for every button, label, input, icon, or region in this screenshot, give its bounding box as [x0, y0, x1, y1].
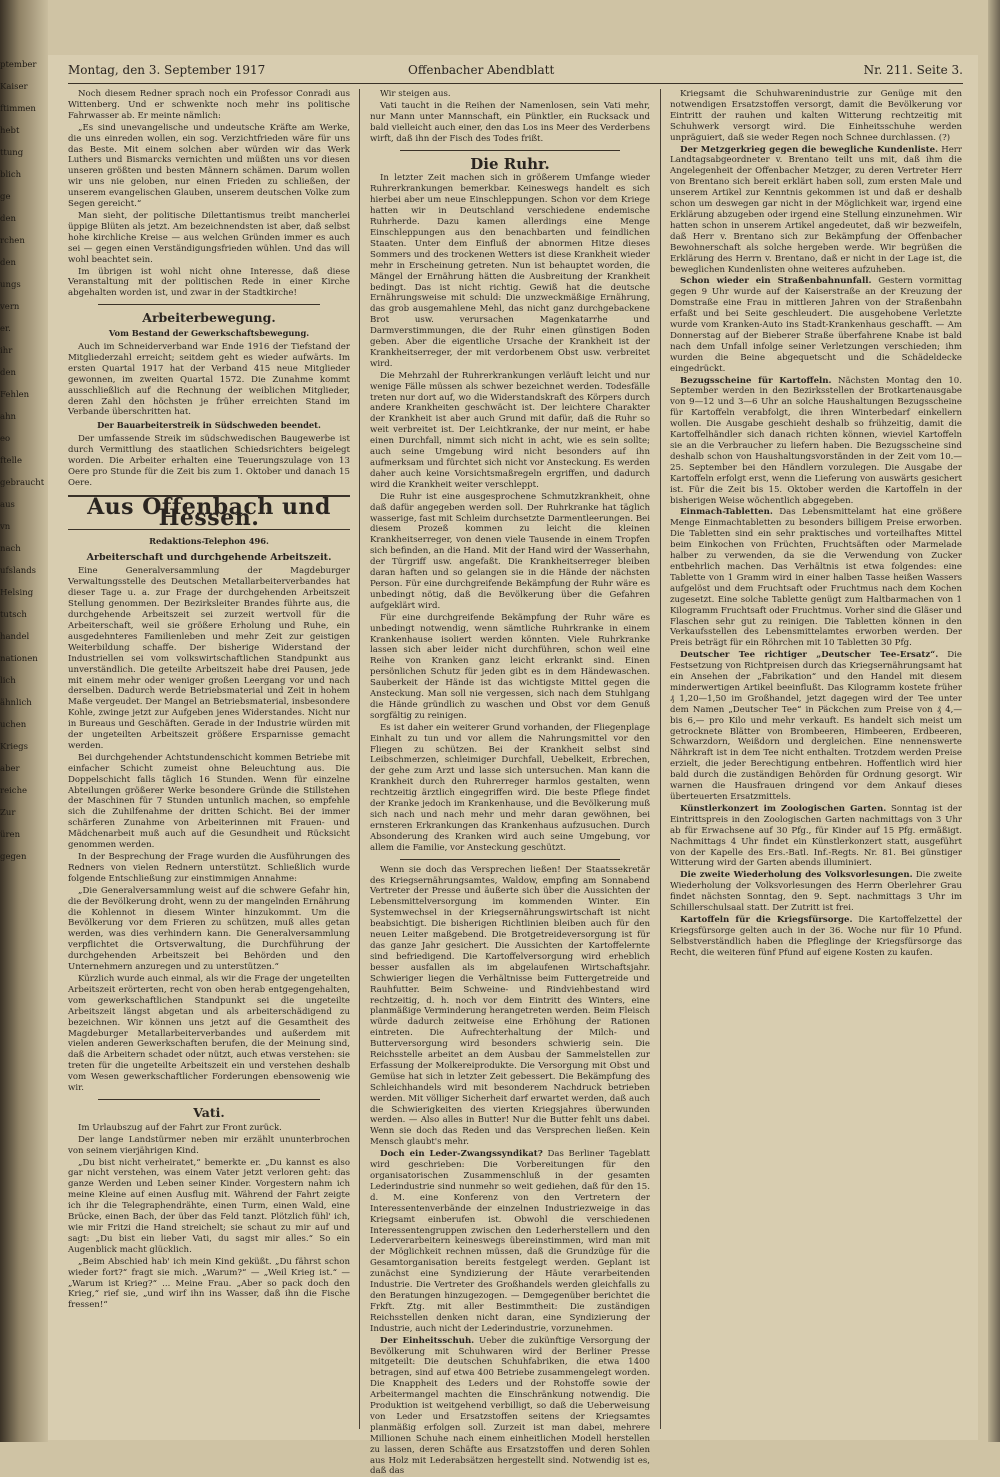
page-header: [68, 61, 963, 84]
article-paragraph: Nächsten Montag den 10. September werden in den Bezirksstellen der Brotkartenausgabe von 9—12 und 3—6 Uhr an solche Haushaltungen Bezugsscheine für Kartoffeln verabfolgt, die ihren Winterbedarf einkellern wollen. Die Ausgabe geschieht deshalb so frühzeitig, damit die Kartoffelhändler sich danach richten können, wieviel Kartoffeln sie an die Verbraucher zu liefern haben. Die Bezugsscheine sind deshalb schon von Haushaltungsvorständen in der Zeit vom 10.—25. September bei den Händlern vorzulegen. Die Ausgabe der Kartoffeln erfolgt erst, wenn die Lieferung von auswärts gesichert ist. Für die Zeit bis 15. Oktober werden die Kartoffeln in der bisherigen Weise wöchentlich abgegeben.: [670, 375, 963, 506]
column-3: [670, 89, 962, 1429]
article-paragraph: Ueber die zukünftige Versorgung der Bevölkerung mit Schuhwaren wird der Berliner Presse mitgeteilt: Die deutschen Schuhfabriken, die etwa 1400 betragen, sind auf etwa 400 Betriebe zusammengelegt worden. Die Knappheit des Leders und der Rohstoffe sowie der Arbeitermangel machten die Einschränkung notwendig. Die Produktion ist weitgehend verbilligt, so daß die Ueberweisung von Leder und Ersatzstoffen seitens der Kriegsamtes planmäßig erfolgen soll. Zurzeit ist man dabei, mehrere Millionen Schuhe nach einem einheitlichen Modell herstellen zu lassen, deren Schäfte aus Ersatzstoffen und deren Sohlen aus Holz mit Lederabsätzen hergestellt sind. Notwendig ist es, daß das: [370, 1335, 650, 1477]
adjacent-page-word: ihr: [0, 346, 13, 356]
article-paragraph: Die zweite Wiederholung der Volksvorlesungen des Herrn Oberlehrer Grau findet nächsten Sonntag, den 9. Sept. nachmittags 3 Uhr im Schillerschulsaal statt. Der Zutritt ist frei.: [670, 870, 962, 914]
article-paragraph: Kürzlich wurde auch einmal, als wir die Frage der ungeteilten Arbeitszeit erörterten, recht von oben herab entgegengehalten, vom gewerkschaftlichen Standpunkt sei die ungeteilte Arbeitszeit längst abgetan und als arbeiterschädigend zu bezeichnen. Wir können uns jetzt auf die Gesamtheit des Magdeburger Metallarbeiterverbandes und außerdem mit vielen anderen Gewerkschaften berufen, die der Meinung sind, daß die Arbeitern schadet oder nützt, auch etwas verstehen: sie treten für die ungeteilte Arbeitszeit ein und verstehen deshalb vom Wesen gewerkschaftlicher Forderungen ebensowenig wie wir.: [68, 973, 350, 1094]
redaktion-telephone: Redaktions-Telephon 496.: [149, 535, 269, 546]
column-rule: [660, 89, 661, 1429]
article-inline-heading: Der Metzgerkrieg gegen die bewegliche Kundenliste.: [680, 144, 939, 155]
article-paragraph: Sonntag ist der Eintrittspreis in den Zoologischen Garten nachmittags von 3 Uhr ab für Erwachsene auf 30 Pfg., für Kinder auf 15 Pfg. ermäßigt. Nachmittags 4 Uhr findet ein Künstlerkonzert statt, ausgeführt von der Kapelle des Ers.-Batl. Inf.-Regts. Nr. 81. Bei günstiger Witterung wird der Garten abends illuminiert.: [670, 803, 963, 869]
adjacent-page-word: vern: [0, 302, 20, 312]
adjacent-page-word: lich: [0, 676, 16, 686]
adjacent-page-word: Kriegs: [0, 742, 28, 752]
adjacent-page-word: vn: [0, 522, 11, 532]
article-paragraph: Die Ruhr ist eine ausgesprochene Schmutzkrankheit, ohne daß dafür angegeben werden soll. Der Ruhrkranke hat täglich wasserige, fast mit Schleim durchsetzte Darmentleerungen. Bei diesem Prozeß kommen zu leicht die kleinen Krankheitserreger, von denen viele Tausende in einem Tropfen sich befinden, an die Hand. Mit der Hand wird der Wasserhahn, der Türgriff usw. angefaßt. Die Krankheitserreger bleiben daran haften und so gelangen sie in die Hände der nächsten Person. Für eine durchgreifende Bekämpfung der Ruhr wäre es unbedingt nötig, daß die Bevölkerung über die Gefahren aufgeklärt wird.: [370, 491, 650, 611]
adjacent-page-word: üren: [0, 830, 21, 840]
newspaper-page: [48, 55, 978, 1477]
article-inline-heading: Der Einheitsschuh.: [380, 1335, 475, 1346]
adjacent-page-word: handel: [0, 632, 30, 642]
adjacent-page-word: den: [0, 214, 16, 224]
column-2: [370, 89, 651, 1477]
section-divider: [400, 150, 620, 151]
adjacent-page-word: ungs: [0, 280, 21, 290]
article-paragraph: Vati taucht in die Reihen der Namenlosen, sein Vati mehr, nur Mann unter Mannschaft, ein Pünktler, ein Rucksack und bald vielleicht auch einer, den das Los ins Meer des Verderbens wirft, daß ihn der Fisch des Todes frißt.: [370, 100, 650, 144]
article-inline-heading: Kartoffeln für die Kriegsfürsorge.: [680, 914, 853, 925]
article-paragraph: Auch im Schneiderverband war Ende 1916 der Tiefstand der Mitgliederzahl erreicht; seitdem geht es wieder aufwärts. Im ersten Quartal 1917 hat der Verband 415 neue Mitglieder gewonnen, im zweiten Quartal 1572. Die Zunahme kommt ausschließlich auf die Rechnung der weiblichen Mitglieder, deren Zahl den höchsten je früher erreichten Stand im Verbande überschritten hat.: [68, 342, 350, 418]
adjacent-page-word: Kaiser: [0, 82, 28, 92]
article-paragraph: Kriegsamt die Schuhwarenindustrie zur Genüge mit den notwendigen Ersatzstoffen versorgt, damit die Bevölkerung vor Eintritt der rauhen und kalten Witterung rechtzeitig mit Schuhwerk versorgt wird. Die Einheitsschuhe werden unpräguiert, daß sie weder Regen noch Schnee durchlassen. (?): [670, 89, 962, 143]
article-paragraph: Das Lebensmittelamt hat eine größere Menge Einmachtabletten zu besonders billigem Preise erworben. Die Tabletten sind ein sehr praktisches und vorteilhaftes Mittel beim Einkochen von Früchten, Fruchtsäften oder Marmelade halber zu verwenden, da sie die Verwendung von Zucker entbehrlich machen. Das Verhältnis ist etwa folgendes: eine Tablette von 1 Gramm wird in einer halben Tasse heißen Wassers aufgelöst und dem Fruchtsaft oder Fruchtmus nach dem Kochen zugesetzt. Eine solche Tablette genügt zum Haltbarmachen von 1 Kilogramm Fruchtsaft oder Fruchtmus. Vorher sind die Gläser und Flaschen sehr gut zu reinigen. Die Tabletten können in den Verkaufsstellen des Lebensmittelamtes erworben werden. Der Preis beträgt für ein Röhrchen mit 10 Tabletten 30 Pfg.: [670, 507, 962, 649]
adjacent-page-word: gegen: [0, 852, 27, 862]
section-heading-arbeiterbewegung: Arbeiterbewegung.: [142, 310, 276, 326]
adjacent-page-word: gebraucht: [0, 478, 45, 488]
adjacent-page-word: uchen: [0, 720, 27, 730]
article-inline-heading: Deutscher Tee richtiger „Deutscher Tee-Ersatz“.: [680, 650, 939, 661]
article-paragraph: In letzter Zeit machen sich in größerem Umfange wieder Ruhrerkrankungen bemerkbar. Keineswegs handelt es sich hierbei aber um neue Einschleppungen. Schon vor dem Kriege hatten wir in Deutschland verschiedene endemische Ruhrherde. Dazu kamen allerdings eine Menge Einschleppungen aus den benachbarten und feindlichen Staaten. Unter dem Einfluß der abnormen Hitze dieses Sommers und des trockenen Wetters ist diese Krankheit wieder mehr in Erscheinung getreten. Nun ist behauptet worden, die Mängel der Ernährung hätten die Ausbreitung der Krankheit bedingt. Das ist nicht richtig. Gewiß hat die deutsche Ernährungsweise mit schuld: Die unzweckmäßige Ernährung, das grob ausgemahlene Mehl, das nicht ganz durchgebackene Brot usw. verursachen Magenkatarrhe und Darmverstimmungen, die der Ruhr einen günstigen Boden geben. Aber die eigentliche Ursache der Krankheit ist der Krankheitserreger, der mit verdorbenem Obst usw. verbreitet wird.: [370, 173, 650, 369]
article-subheading: Vom Bestand der Gewerkschaftsbewegung.: [108, 328, 310, 339]
adjacent-page-word: rchen: [0, 236, 25, 246]
intro-paragraph: Im übrigen ist wohl nicht ohne Interesse, daß diese Veranstaltung mit der politischen Rede in einer Kirche abgehalten worden ist, und zwar in der Stadtkirche!: [68, 266, 350, 299]
adjacent-page-word: Fehlen: [0, 390, 30, 400]
adjacent-page-word: aber: [0, 764, 20, 774]
section-heading-offenbach: Aus Offenbach und Hessen.: [68, 495, 350, 530]
article-paragraph: Es ist daher ein weiterer Grund vorhanden, der Fliegenplage Einhalt zu tun und vor allem die Nahrungsmittel vor den Fliegen zu schützen. Bei der Krankheit selbst sind Leibschmerzen, schleimiger Durchfall, Uebelkeit, Erbrechen, der gehe zum Arzt und lasse sich untersuchen. Man kann die Krankheit durch den Ruhrerreger harmlos gestalten, wenn rechtzeitig ärztlich eingegriffen wird. Die beste Pflege findet der Kranke jedoch im Krankenhause, und die Bevölkerung muß sich nach und nach mehr und mehr daran gewöhnen, bei ernsteren Erkrankungen das Krankenhaus aufzusuchen. Durch Absonderung des Kranken wird auch seine Umgebung, vor allem die Familie, vor Ansteckung geschützt.: [370, 722, 650, 853]
article-paragraph: Bei durchgehender Achtstundenschicht kommen Betriebe mit einfacher Schicht zumeist ohne Beleuchtung aus. Die Doppelschicht falls täglich 16 Stunden. Wenn für einzelne Abteilungen größerer Werke besondere Gründe die Stillstehen der Maschinen für 7 Stunden untunlich machen, so empfehle sich die Zuhilfenahme der dritten Schicht. Bei der immer schärferen Zunahme von Arbeiterinnen mit Frauen- und Mädchenarbeit muß auch auf die Gesundheit und Rücksicht genommen werden.: [68, 752, 350, 851]
article-paragraph: Der umfassende Streik im südschwedischen Baugewerbe ist durch Vermittlung des staatlichen Schiedsrichters beigelegt worden. Die Arbeiter erhalten eine Teuerungszulage von 13 Oere pro Stunde für die Zeit bis zum 1. Oktober und danach 15 Oere.: [68, 434, 350, 488]
article-inline-heading: Doch ein Leder-Zwangssyndikat?: [380, 1149, 543, 1160]
article-paragraph: Gestern vormittag gegen 9 Uhr wurde auf der Kaiserstraße an der Kreuzung der Domstraße eine Frau in mittleren Jahren von der Straßenbahn erfaßt und bei Seite geschleudert. Die ausgehobene Verletzte wurde vom Kranken-Auto ins Stadt-Krankenhaus geschafft. — Am Donnerstag auf der Bieberer Straße überfahrene Knabe ist bald nach dem Unfall infolge seiner Verletzungen verschieden; ihm wurden die Beine abgequetscht und die Schädeldecke eingedrückt.: [670, 276, 962, 374]
intro-paragraph: „Es sind unevangelische und undeutsche Kräfte am Werke, die uns einreden wollen, ein sog. Verzichtfrieden wäre für uns das Beste. Mit einem solchen aber würden wir das Werk Luthers und Bismarcks vernichten und müßten uns vor diesen unseren größten und besten Männern schämen. Darum wollen wir uns nie geloben, nur einen Frieden zu schließen, der unserem evangelischen Glauben, unserem deutschen Volke zum Segen gereicht.“: [68, 122, 350, 210]
article-heading-vati: Vati.: [193, 1104, 225, 1120]
article-paragraph: Herr Landtagsabgeordneter v. Brentano teilt uns mit, daß ihm die Angelegenheit der Offenbacher Metzger, zu deren Vertreter Herr von Brentano sich bereit erklärt haben soll, zum ersten Male und unserem Artikel zur Kenntnis gekommen ist und daß er deshalb schon um deswegen gar nicht in der Möglichkeit war, irgend eine Erklärung abzugeben oder irgend eine Stellung einzunehmen. Wir hatten schon in unserem Artikel angedeutet, daß wir bezweifeln, daß Herr v. Brentano sich zur Bekämpfung der Offenbacher Bewohnerschaft als solche hergeben werde. Wir begrüßen die Erklärung des Herrn v. Brentano, daß er nicht in der Lage ist, die beweglichen Kundenlisten ohne weiteres aufzuheben.: [670, 144, 962, 275]
section-divider: [98, 1099, 320, 1100]
adjacent-page-word: er.: [0, 324, 11, 334]
article-paragraph: Der lange Landstürmer neben mir erzählt ununterbrochen von seinem vierjährigen Kind.: [68, 1134, 350, 1156]
adjacent-page-word: nach: [0, 544, 21, 554]
article-inline-heading: Schon wieder ein Straßenbahnunfall.: [680, 276, 872, 287]
intro-paragraph: Noch diesem Redner sprach noch ein Professor Conradi aus Wittenberg. Und er schwenkte noch mehr ins politische Fahrwasser ab. Er meinte nämlich:: [68, 89, 350, 121]
adjacent-page-word: aus: [0, 500, 15, 510]
adjacent-page-word: Helsing: [0, 588, 34, 598]
adjacent-page-fragment: [0, 60, 45, 1390]
article-heading-ruhr: Die Ruhr.: [470, 154, 550, 173]
adjacent-page-word: eo: [0, 434, 11, 444]
adjacent-page-word: ge: [0, 192, 11, 202]
header-date: Montag, den 3. September 1917: [68, 63, 266, 77]
article-heading-arbeitszeit: Arbeiterschaft und durchgehende Arbeitszeit.: [86, 551, 332, 563]
adjacent-page-word: hebt: [0, 126, 20, 136]
article-paragraph: Wenn sie doch das Versprechen ließen! Der Staatssekretär des Kriegsernährungsamtes, Waldow, empfing am Sonnabend Vertreter der Presse und äußerte sich über die Aussichten der Lebensmittelversorgung im kommenden Winter. Ein Systemwechsel in der Kriegsernährungswirtschaft ist nicht beabsichtigt. Die bisherigen Richtlinien bleiben auch für den neuen Leiter maßgebend. Die Brotgetreideversorgung ist für das ganze Jahr gesichert. Die Aussichten der Kartoffelernte sind befriedigend. Die Kartoffelversorgung wird erheblich besser ausfallen als im abgelaufenen Wirtschaftsjahr. Schwieriger liegen die Verhältnisse beim Futtergetreide und Rauhfutter. Beim Schweine- und Rindviehbestand wird rechtzeitig, d. h. noch vor dem Eintritt des Winters, eine planmäßige Verminderung herangetreten werden. Beim Fleisch würde dadurch zeitweise eine Erhöhung der Rationen eintreten. Die Aufrechterhaltung der Milch- und Butterversorgung wird besonders schwierig sein. Die Reichsstelle arbeitet an dem Ausbau der Sammelstellen zur Erfassung der Molkereiprodukte. Die Versorgung mit Obst und Gemüse hat sich in letzter Zeit gebessert. Die Bekämpfung des Schleichhandels wird mit besonderem Nachdruck betrieben werden. Mit völliger Sicherheit darf erwartet werden, daß auch die Schwierigkeiten des vierten Kriegsjahres überwunden werden. — Also alles in Butter! Nur die Butter fehlt uns dabei. Wenn sie doch das Reden und das Versprechen ließen. Kein Mensch glaubt's mehr.: [370, 864, 650, 1148]
article-paragraph: Eine Generalversammlung der Magdeburger Verwaltungsstelle des Deutschen Metallarbeiterverbandes hat dieser Tage u. a. zur Frage der durchgehenden Arbeitszeit Stellung genommen. Der Bezirksleiter Brandes führte aus, die durchgehende Arbeitszeit sei zurzeit wertvoll für die Arbeiterschaft, weil sie größere Erholung und Ruhe, ein ausgedehnteres Familienleben und mehr Zeit zur geistigen Weiterbildung schaffe. Der bisherige Widerstand der Industriellen sei vom volkswirtschaftlichen Standpunkt aus unverständlich. Die geteilte Arbeitszeit habe drei Pausen, jede mit einem mehr oder weniger großen Leergang vor und nach derselben. Dadurch werde Betriebsmaterial und Zeit in hohem Maße vergeudet. Der Mangel an Betriebsmaterial, insbesondere Kohle, zwinge jetzt zur Aufgeben jenes Widerstandes. Nicht nur in Bureaus und Geschäften. Gerade in der Industrie würden mit der ungeteilten Arbeitszeit größere Ersparnisse gemacht werden.: [68, 566, 350, 751]
article-paragraph: Für eine durchgreifende Bekämpfung der Ruhr wäre es unbedingt notwendig, wenn sämtliche Ruhrkranke in einem Krankenhause isoliert werden könnten. Viele Ruhrkranke lassen sich aber leider nicht durchführen, schon weil eine Reihe von Kranken ganz leicht erkrankt sind. Einen persönlichen Schutz für jeden gibt es in dem Händewaschen. Sauberkeit der Hände ist das wichtigste Mittel gegen die Ansteckung. Man soll nie vergessen, sich nach dem Stuhlgang die Hände gründlich zu waschen und Obst vor dem Genuß sorgfältig zu reinigen.: [370, 612, 650, 721]
article-inline-heading: Die zweite Wiederholung des Volksvorlesungen.: [680, 870, 913, 881]
article-inline-heading: Künstlerkonzert im Zoologischen Garten.: [680, 803, 887, 814]
article-inline-heading: Bezugsscheine für Kartoffeln.: [680, 375, 832, 386]
adjacent-page-word: ftimmen: [0, 104, 36, 114]
article-paragraph: Im Urlaubszug auf der Fahrt zur Front zurück.: [78, 1122, 282, 1133]
article-paragraph: Das Berliner Tageblatt wird geschrieben: Die Vorbereitungen für den organisatorischen Zusammenschluß in der gesamten Lederindustrie sind nunmehr so weit gediehen, daß für den 15. d. M. eine Konferenz von den Vertretern der Interessentenverbände der einzelnen Industriezweige in das Kriegsamt einberufen ist. Obwohl die verschiedenen Interessentengruppen zwischen den Lederherstellern und den Lederverarbeitern keineswegs übereinstimmen, wird man mit der Möglichkeit rechnen müssen, daß die Grundzüge für die Gesamtorganisation bereits festgelegt werden. Geplant ist zunächst eine Syndizierung der Häute verarbeitenden Industrie. Die Vertreter des Großhandels werden gleichfalls zu den Beratungen hinzugezogen. — Demgegenüber berichtet die Frkft. Ztg. mit aller Bestimmtheit: Die zuständigen Reichsstellen denken nicht daran, eine Syndizierung der Industrie, auch nicht der Lederindustrie, vorzunehmen.: [370, 1149, 651, 1334]
adjacent-page-word: tutsch: [0, 610, 27, 620]
adjacent-page-word: ttung: [0, 148, 24, 158]
article-paragraph: Die Festsetzung von Richtpreisen durch das Kriegsernährungsamt hat ein Ansehen der „Fabrikation“ und den Handel mit diesem minderwertigen Artikel beeinflußt. Das Kilogramm kostete früher ₰ 1,20—1,50 im Großhandel, jetzt dagegen wird der Tee unter dem Namen „Deutscher Tee“ in Päckchen zum Preise von ₰ 4,— bis 6,— pro Kilo und mehr verkauft. Es handelt sich meist um getrocknete Blätter von Brombeeren, Himbeeren, Erdbeeren, Schwarzdorn, Weißdorn und dergleichen. Eine nennenswerte Nährkraft ist in dem Tee nicht enthalten. Trotzdem werden Preise erzielt, die jeder Berechtigung entbehren. Hoffentlich wird hier bald durch die zuständigen Behörden für Ordnung gesorgt. Wir warnen die Hausfrauen dringend vor dem Ankauf dieses überteuerten Ersatzmittels.: [670, 650, 962, 802]
adjacent-page-word: ufslands: [0, 566, 37, 576]
adjacent-page-word: nationen: [0, 654, 38, 664]
adjacent-page-word: Zur: [0, 808, 16, 818]
adjacent-page-word: ähnlich: [0, 698, 32, 708]
section-divider: [98, 304, 320, 305]
adjacent-page-word: ahn: [0, 412, 17, 422]
article-paragraph: „Beim Abschied hab' ich mein Kind geküßt. „Du fährst schon wieder fort?“ fragt sie mich. „Warum?“ — „Weil Krieg ist.“ — „Warum ist Krieg?“ ... Meine Frau. „Aber so pack doch den Krieg,“ rief sie, „und wirf ihn ins Wasser, daß ihn die Fische fressen!“: [68, 1256, 350, 1311]
adjacent-page-word: den: [0, 368, 16, 378]
article-paragraph: Wir steigen aus.: [380, 89, 451, 99]
article-paragraph: Die Mehrzahl der Ruhrerkrankungen verläuft leicht und nur wenige Fälle müssen als schwer bezeichnet werden. Todesfälle treten nur dort auf, wo die Widerstandskraft des Körpers durch andere Krankheiten geschwächt ist. Der leichtere Charakter der Krankheit ist aber auch Grund mit dafür, daß die Ruhr so weit verbreitet ist. Der Leichtkranke, der nur meint, er habe einen Durchfall, nimmt sich nicht in acht, wie es sein sollte; auch seine Umgebung wird nicht besonders auf ihn aufmerksam und fürchtet sich nicht vor Ansteckung. Es werden daher auch keine Vorsichtsmaßregeln ergriffen, und dadurch wird die Krankheit weiter verschleppt.: [370, 370, 650, 490]
adjacent-page-word: blich: [0, 170, 22, 180]
article-subheading: Der Bauarbeiterstreik in Südschweden beendet.: [97, 420, 321, 431]
adjacent-page-word: ftelle: [0, 456, 23, 466]
header-paper-title: Offenbacher Abendblatt: [408, 63, 555, 77]
article-paragraph: In der Besprechung der Frage wurden die Ausführungen des Redners von vielen Rednern unterstützt. Schließlich wurde folgende Entschließung zur einstimmigen Annahme:: [68, 852, 350, 884]
adjacent-page-word: reiche: [0, 786, 28, 796]
column-rule: [359, 89, 360, 1429]
section-divider: [400, 859, 620, 860]
article-inline-heading: Einmach-Tabletten.: [680, 507, 773, 518]
column-1: [68, 89, 350, 1429]
adjacent-page-word: den: [0, 258, 16, 268]
intro-paragraph: Man sieht, der politische Dilettantismus treibt mancherlei üppige Blüten als jetzt. Am bezeichnendsten ist aber, daß selbst hohe kirchliche Kreise — aus welchen Gründen immer es auch sei — gegen einen Verständigungsfrieden wühlen. Und das will wohl beachtet sein.: [68, 210, 350, 265]
header-page-number: Nr. 211. Seite 3.: [863, 63, 963, 77]
article-paragraph: „Du bist nicht verheiratet,“ bemerkte er. „Du kannst es also gar nicht verstehen, was einem Vater jetzt verloren geht: das ganze Werden und Leben seiner Kinder. Vorgestern nahm ich meine Kleine auf einen Ausflug mit. Während der Fahrt zeigte ich ihr die Telegraphendrähte, einen Turm, einen Wald, eine Brücke, einen Bach, der über das Feld tanzt. Plötzlich fühl' ich, wie mir Fritzi die Hand streichelt; sie schaut zu mir auf und sagt: „Du bist ein lieber Vati, du sagst mir alles.“ So ein Augenblick macht glücklich.: [68, 1157, 350, 1255]
page-edge: [988, 0, 1000, 1442]
article-paragraph: „Die Generalversammlung weist auf die schwere Gefahr hin, die der Bevölkerung droht, wenn zu der mangelnden Ernährung die Kohlennot in diesem Winter hinzukommt. Um die Bevölkerung vor dem Frieren zu schützen, muß alles getan werden, was dies verhindern kann. Die Generalversammlung verpflichtet die Ortsverwaltung, die Durchführung der durchgehenden Arbeitszeit bei Behörden und den Unternehmern anzuregen und zu unterstützen.“: [68, 885, 350, 973]
article-paragraph: Die Kartoffelzettel der Kriegsfürsorge gelten auch in der 36. Woche nur für 10 Pfund. Selbstverständlich haben die Pfleglinge der Kriegsfürsorge das Recht, die weiteren fünf Pfund auf eigene Kosten zu kaufen.: [670, 914, 962, 958]
adjacent-page-word: ptember: [0, 60, 37, 70]
